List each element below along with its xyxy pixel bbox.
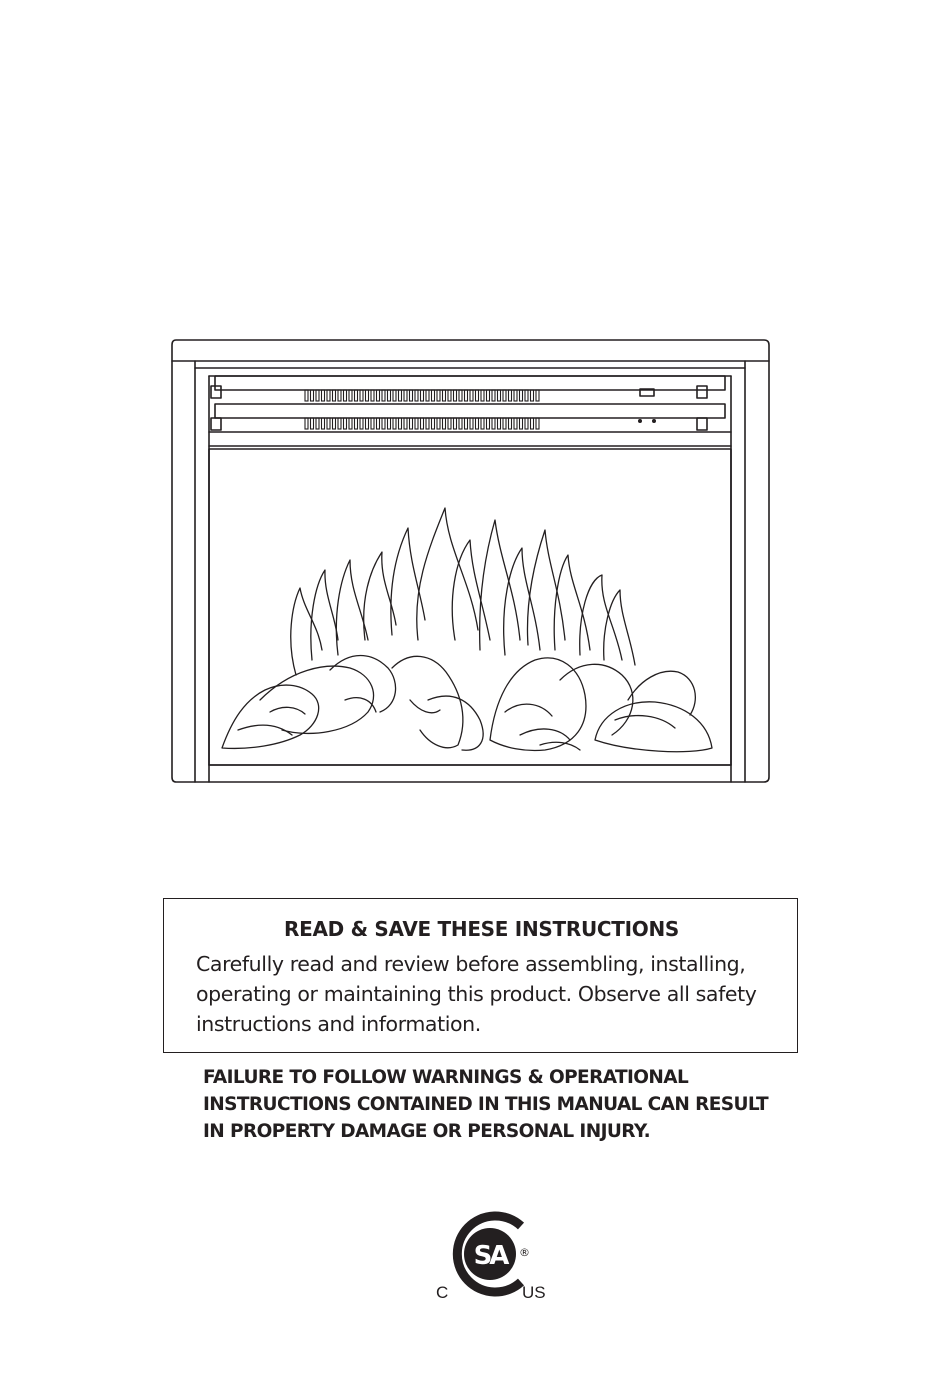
warning-line: IN PROPERTY DAMAGE OR PERSONAL INJURY. xyxy=(203,1121,651,1142)
warning-text xyxy=(203,1064,803,1145)
cert-country-us: US xyxy=(522,1283,546,1302)
notice-title: READ & SAVE THESE INSTRUCTIONS xyxy=(284,917,679,941)
warning-line: INSTRUCTIONS CONTAINED IN THIS MANUAL CAN RESULT xyxy=(203,1094,769,1115)
notice-body-line: operating or maintaining this product. Observe all safety xyxy=(196,982,757,1006)
notice-body-line: Carefully read and review before assembling, installing, xyxy=(196,952,746,976)
fireplace-illustration xyxy=(160,330,780,800)
instructions-notice-box xyxy=(163,898,798,1053)
cert-country-c: C xyxy=(436,1283,449,1302)
notice-body-line: instructions and information. xyxy=(196,1012,481,1036)
svg-text:®: ® xyxy=(519,1246,530,1259)
svg-text:SA: SA xyxy=(473,1241,507,1271)
notice-body xyxy=(196,949,786,1039)
warning-line: FAILURE TO FOLLOW WARNINGS & OPERATIONAL xyxy=(203,1067,689,1088)
